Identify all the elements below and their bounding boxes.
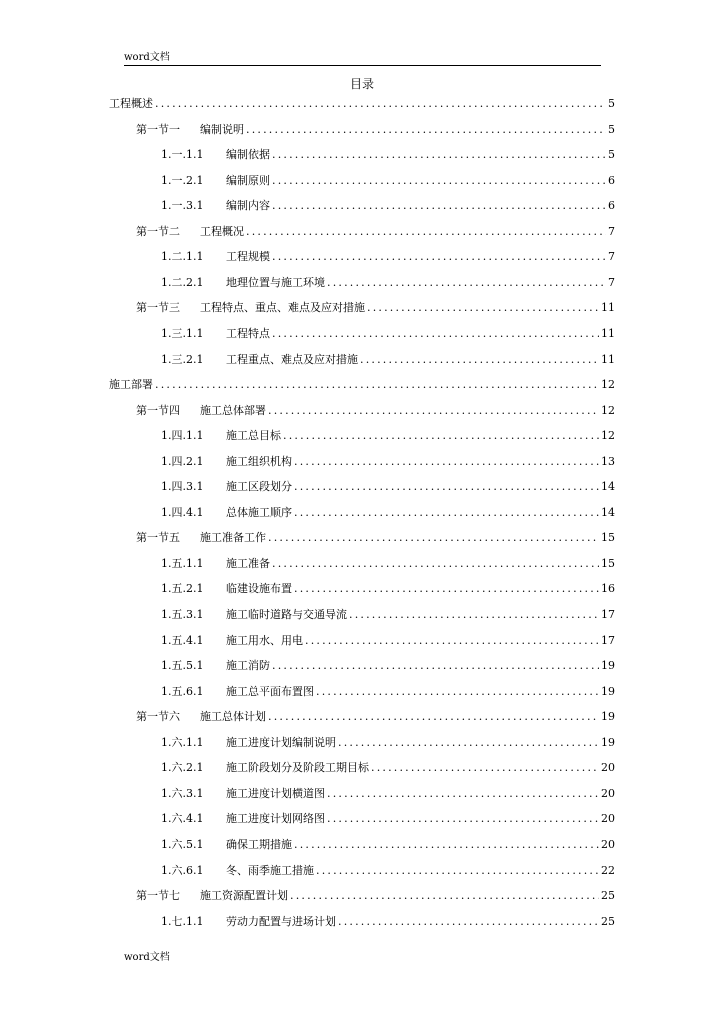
toc-entry-page: 20	[601, 812, 615, 825]
toc-entry-number: 1.六.5.1	[161, 838, 204, 851]
toc-entry-number: 1.六.4.1	[161, 812, 204, 825]
toc-entry[interactable]	[161, 148, 615, 162]
toc-entry-label: 施工总体计划	[200, 710, 266, 723]
toc-entry[interactable]	[161, 685, 615, 699]
toc-entry-page: 12	[601, 404, 615, 417]
toc-dot-leader	[349, 608, 599, 622]
toc-entry[interactable]	[161, 582, 615, 596]
toc-entry-page: 25	[601, 889, 615, 902]
toc-entry-label: 施工区段划分	[226, 480, 292, 493]
toc-entry-page: 19	[601, 710, 615, 723]
toc-dot-leader	[246, 123, 606, 137]
header-text: word文档	[124, 52, 170, 63]
toc-entry-number: 1.三.2.1	[161, 353, 204, 366]
toc-entry-page: 14	[601, 506, 615, 519]
toc-entry[interactable]	[161, 659, 615, 673]
toc-entry[interactable]	[136, 301, 615, 315]
toc-dot-leader	[155, 97, 606, 111]
toc-entry-number: 1.四.4.1	[161, 506, 204, 519]
toc-dot-leader	[338, 915, 599, 929]
toc-entry[interactable]	[161, 608, 615, 622]
toc-entry-number: 1.五.1.1	[161, 557, 204, 570]
toc-dot-leader	[272, 174, 606, 188]
toc-dot-leader	[268, 404, 599, 418]
toc-entry-label: 施工总目标	[226, 429, 281, 442]
toc-entry-number: 1.一.1.1	[161, 148, 204, 161]
toc-entry[interactable]	[136, 710, 615, 724]
toc-entry-page: 13	[601, 455, 615, 468]
toc-dot-leader	[268, 710, 599, 724]
toc-dot-leader	[360, 353, 599, 367]
toc-dot-leader	[155, 378, 599, 392]
toc-entry[interactable]	[161, 838, 615, 852]
toc-entry-label: 确保工期措施	[226, 838, 292, 851]
toc-dot-leader	[367, 301, 599, 315]
toc-entry-label: 施工资源配置计划	[200, 889, 288, 902]
toc-entry-page: 25	[601, 915, 615, 928]
toc-entry-page: 6	[608, 199, 615, 212]
toc-entry-label: 施工进度计划编制说明	[226, 736, 336, 749]
toc-entry-number: 1.六.6.1	[161, 864, 204, 877]
toc-entry[interactable]	[161, 557, 615, 571]
toc-entry-label: 施工准备工作	[200, 531, 266, 544]
toc-entry-number: 1.七.1.1	[161, 915, 204, 928]
toc-entry-label: 工程概述	[109, 97, 153, 110]
toc-entry-page: 17	[601, 634, 615, 647]
toc-entry-page: 19	[601, 736, 615, 749]
toc-title: 目录	[349, 77, 374, 91]
toc-dot-leader	[316, 864, 599, 878]
toc-entry-page: 19	[601, 685, 615, 698]
toc-entry-page: 7	[608, 276, 615, 289]
toc-entry[interactable]	[161, 199, 615, 213]
toc-entry-page: 7	[608, 225, 615, 238]
toc-entry-page: 11	[601, 327, 615, 340]
toc-dot-leader	[283, 429, 599, 443]
toc-dot-leader	[327, 812, 599, 826]
toc-entry[interactable]	[161, 761, 615, 775]
toc-entry-number: 1.四.2.1	[161, 455, 204, 468]
toc-entry-page: 20	[601, 787, 615, 800]
toc-entry-number: 1.三.1.1	[161, 327, 204, 340]
toc-entry-page: 7	[608, 250, 615, 263]
toc-dot-leader	[272, 199, 606, 213]
toc-entry-label: 工程特点、重点、难点及应对措施	[200, 301, 365, 314]
toc-dot-leader	[294, 455, 599, 469]
toc-entry-label: 施工部署	[109, 378, 153, 391]
toc-dot-leader	[246, 225, 606, 239]
toc-entry-number: 第一节六	[136, 710, 180, 723]
toc-entry-label: 施工进度计划横道图	[226, 787, 325, 800]
toc-entry-label: 临建设施布置	[226, 582, 292, 595]
toc-entry-page: 15	[601, 557, 615, 570]
toc-entry-number: 第一节三	[136, 301, 180, 314]
toc-entry[interactable]	[161, 634, 615, 648]
toc-entry-number: 1.二.2.1	[161, 276, 204, 289]
toc-entry-label: 施工消防	[226, 659, 270, 672]
toc-dot-leader	[272, 327, 599, 341]
toc-dot-leader	[272, 148, 606, 162]
toc-entry-number: 第一节四	[136, 404, 180, 417]
toc-entry-number: 1.一.2.1	[161, 174, 204, 187]
toc-entry-label: 施工进度计划网络图	[226, 812, 325, 825]
toc-entry-number: 1.四.3.1	[161, 480, 204, 493]
page-header	[124, 52, 601, 66]
toc-dot-leader	[272, 659, 599, 673]
toc-entry-number: 1.五.3.1	[161, 608, 204, 621]
toc-dot-leader	[338, 736, 599, 750]
toc-entry[interactable]	[136, 225, 615, 239]
toc-entry[interactable]	[161, 736, 615, 750]
toc-dot-leader	[305, 634, 599, 648]
toc-entry-label: 施工临时道路与交通导流	[226, 608, 347, 621]
toc-dot-leader	[327, 787, 599, 801]
toc-entry-label: 劳动力配置与进场计划	[226, 915, 336, 928]
toc-entry[interactable]	[136, 889, 615, 903]
toc-dot-leader	[316, 685, 599, 699]
toc-entry-page: 11	[601, 301, 615, 314]
toc-entry-label: 编制说明	[200, 123, 244, 136]
toc-entry-label: 施工阶段划分及阶段工期目标	[226, 761, 369, 774]
toc-dot-leader	[268, 531, 599, 545]
toc-entry-page: 5	[608, 97, 615, 110]
toc-dot-leader	[294, 838, 599, 852]
toc-entry-page: 17	[601, 608, 615, 621]
toc-entry-label: 工程特点	[226, 327, 270, 340]
toc-entry-label: 工程概况	[200, 225, 244, 238]
toc-entry-page: 20	[601, 761, 615, 774]
toc-entry-page: 14	[601, 480, 615, 493]
toc-entry-label: 施工组织机构	[226, 455, 292, 468]
toc-entry-number: 第一节七	[136, 889, 180, 902]
toc-dot-leader	[294, 480, 599, 494]
toc-entry-page: 6	[608, 174, 615, 187]
toc-entry-label: 施工用水、用电	[226, 634, 303, 647]
toc-entry-label: 冬、雨季施工措施	[226, 864, 314, 877]
toc-entry-label: 编制原则	[226, 174, 270, 187]
toc-entry[interactable]	[161, 455, 615, 469]
toc-entry-number: 1.一.3.1	[161, 199, 204, 212]
toc-entry[interactable]	[136, 123, 615, 137]
toc-entry-number: 1.六.3.1	[161, 787, 204, 800]
toc-entry-page: 15	[601, 531, 615, 544]
toc-dot-leader	[294, 582, 599, 596]
toc-dot-leader	[371, 761, 599, 775]
toc-entry[interactable]	[161, 480, 615, 494]
toc-entry-label: 编制内容	[226, 199, 270, 212]
toc-entry[interactable]	[161, 506, 615, 520]
toc-entry-page: 11	[601, 353, 615, 366]
toc-entry[interactable]	[161, 276, 615, 290]
toc-entry-number: 1.五.6.1	[161, 685, 204, 698]
toc-entry[interactable]	[161, 174, 615, 188]
toc-entry-label: 施工准备	[226, 557, 270, 570]
toc-entry-number: 第一节二	[136, 225, 180, 238]
toc-entry-page: 22	[601, 864, 615, 877]
toc-entry-page: 12	[601, 429, 615, 442]
toc-entry[interactable]	[161, 429, 615, 443]
toc-dot-leader	[327, 276, 606, 290]
toc-entry[interactable]	[109, 378, 615, 392]
toc-entry[interactable]	[161, 864, 615, 878]
toc-entry[interactable]	[161, 812, 615, 826]
toc-entry[interactable]	[136, 531, 615, 545]
toc-entry-page: 5	[608, 123, 615, 136]
toc-entry-label: 施工总平面布置图	[226, 685, 314, 698]
page-footer: word文档	[124, 952, 170, 963]
toc-dot-leader	[294, 506, 599, 520]
toc-entry[interactable]	[161, 250, 615, 264]
toc-entry-number: 1.五.2.1	[161, 582, 204, 595]
toc-entry[interactable]	[109, 97, 615, 111]
toc-entry-number: 第一节一	[136, 123, 180, 136]
toc-entry-page: 12	[601, 378, 615, 391]
toc-entry-label: 总体施工顺序	[226, 506, 292, 519]
toc-entry-label: 工程重点、难点及应对措施	[226, 353, 358, 366]
toc-entry[interactable]	[161, 787, 615, 801]
toc-entry-page: 20	[601, 838, 615, 851]
toc-entry-number: 1.二.1.1	[161, 250, 204, 263]
toc-dot-leader	[272, 557, 599, 571]
toc-dot-leader	[272, 250, 606, 264]
toc-entry-label: 工程规模	[226, 250, 270, 263]
toc-entry-number: 1.五.4.1	[161, 634, 204, 647]
toc-entry-label: 施工总体部署	[200, 404, 266, 417]
toc-entry-page: 19	[601, 659, 615, 672]
toc-entry-number: 1.四.1.1	[161, 429, 204, 442]
toc-entry-number: 1.五.5.1	[161, 659, 204, 672]
toc-entry-page: 5	[608, 148, 615, 161]
toc-entry[interactable]	[136, 404, 615, 418]
toc-entry-label: 地理位置与施工环境	[226, 276, 325, 289]
toc-entry-label: 编制依据	[226, 148, 270, 161]
toc-dot-leader	[290, 889, 599, 903]
toc-entry-page: 16	[601, 582, 615, 595]
toc-entry-number: 1.六.2.1	[161, 761, 204, 774]
toc-entry-number: 1.六.1.1	[161, 736, 204, 749]
toc-entry-number: 第一节五	[136, 531, 180, 544]
toc-entry[interactable]	[161, 353, 615, 367]
toc-entry[interactable]	[161, 915, 615, 929]
toc-entry[interactable]	[161, 327, 615, 341]
